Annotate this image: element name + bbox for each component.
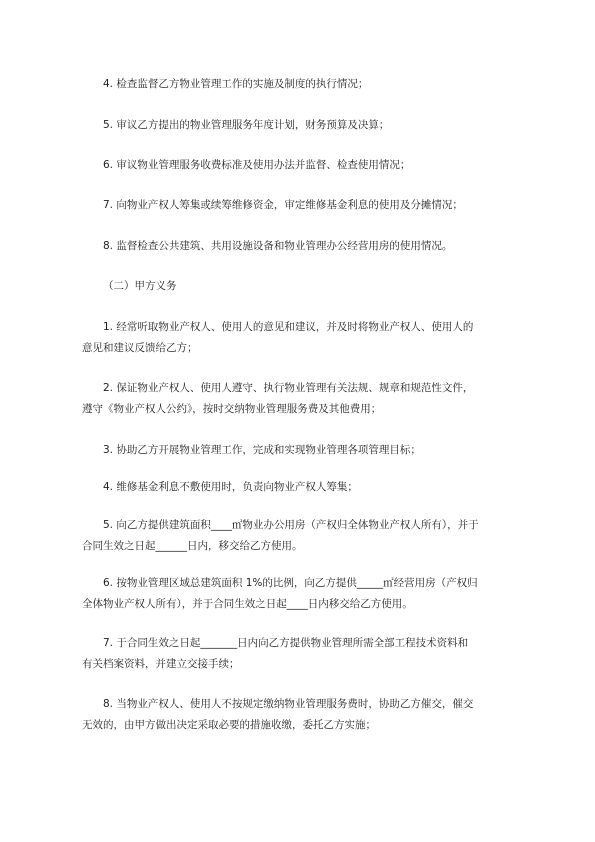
paragraph-line: 有关档案资料，并建立交接手续； [82, 658, 240, 670]
paragraph-line: 全体物业产权人所有），并于合同生效之日起____日内移交给乙方使用。 [82, 598, 413, 610]
clause-5-review-plan [82, 115, 534, 136]
paragraph-line: 5. 审议乙方提出的物业管理服务年度计划，财务预算及决算； [103, 119, 390, 131]
paragraph-line: 8. 监督检查公共建筑、共用设施设备和物业管理办公经营用房的使用情况。 [103, 240, 453, 252]
paragraph-line: 4. 维修基金利息不敷使用时，负责向物业产权人筹集； [103, 481, 358, 493]
paragraph-line: 7. 向物业产权人筹集或续筹维修资金，审定维修基金利息的使用及分摊情况； [103, 199, 463, 211]
obligation-5-office-space [82, 515, 534, 557]
obligation-2-compliance [82, 378, 534, 420]
paragraph-line: 2. 保证物业产权人、使用人遵守、执行物业管理有关法规、规章和规范性文件， [103, 382, 474, 394]
paragraph-line: 无效的，由甲方做出决定采取必要的措施收缴，委托乙方实施； [82, 719, 376, 731]
obligation-4-fund-shortfall [82, 477, 534, 498]
paragraph-line: 6. 按物业管理区域总建筑面积 1%的比例，向乙方提供_____㎡经营用房（产权归 [103, 577, 478, 589]
paragraph-line: 4. 检查监督乙方物业管理工作的实施及制度的执行情况； [103, 78, 369, 90]
obligation-3-assist [82, 440, 534, 461]
clause-7-maintenance-fund [82, 195, 534, 216]
paragraph-line: 3. 协助乙方开展物业管理工作，完成和实现物业管理各项管理目标； [103, 444, 421, 456]
obligation-1-feedback [82, 317, 534, 359]
obligation-8-fee-collection [82, 694, 534, 736]
paragraph-line: 1. 经常听取物业产权人、使用人的意见和建议，并及时将物业产权人、使用人的 [103, 321, 474, 333]
clause-8-supervise [82, 236, 534, 257]
paragraph-line: 5. 向乙方提供建筑面积____㎡物业办公用房（产权归全体物业产权人所有），并于 [103, 519, 479, 531]
clause-6-review-fees [82, 155, 534, 176]
paragraph-line: 7. 于合同生效之日起_______日内向乙方提供物业管理所需全部工程技术资料和 [103, 637, 469, 649]
section-heading: （二）甲方义务 [103, 280, 177, 292]
paragraph-line: 意见和建议反馈给乙方； [82, 342, 198, 354]
paragraph-line: 遵守《物业产权人公约》，按时交纳物业管理服务费及其他费用； [82, 403, 382, 415]
paragraph-line: 8. 当物业产权人、使用人不按规定缴纳物业管理服务费时，协助乙方催交，催交 [103, 698, 474, 710]
obligation-6-commercial-space [82, 573, 534, 615]
paragraph-line: 合同生效之日起______日内，移交给乙方使用。 [82, 540, 303, 552]
obligation-7-technical-records [82, 633, 534, 675]
paragraph-line: 6. 审议物业管理服务收费标准及使用办法并监督、检查使用情况； [103, 159, 411, 171]
clause-4-inspect [82, 74, 534, 95]
section-heading-party-a-obligations [82, 276, 534, 297]
